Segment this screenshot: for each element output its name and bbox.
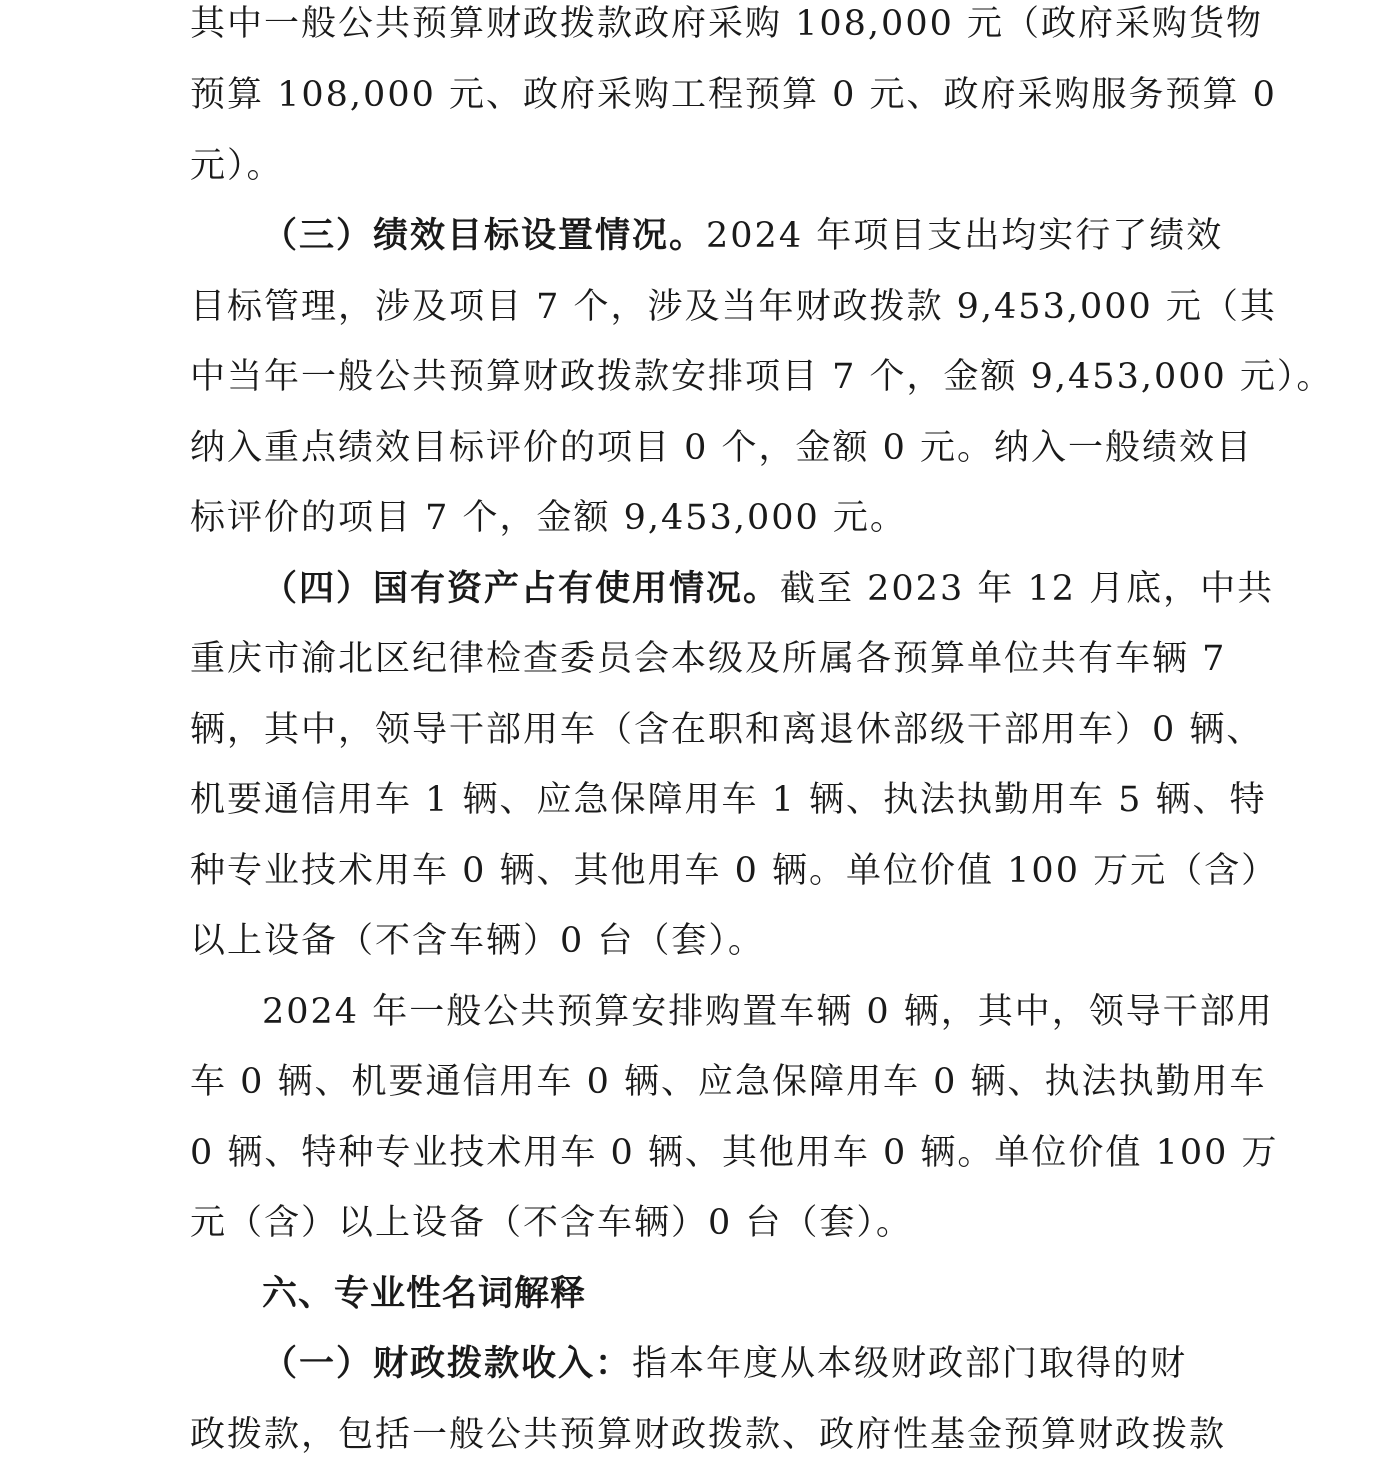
text-line: 其中一般公共预算财政拨款政府采购 108,000 元（政府采购货物 [190,4,1263,44]
section-three-paragraph-start [262,214,1223,258]
text-line: 标评价的项目 7 个，金额 9,453,000 元。 [190,498,907,538]
section-three-title: （三）绩效目标设置情况。 [262,215,707,256]
text-line: 辆，其中，领导干部用车（含在职和离退休部级干部用车）0 辆、 [190,710,1264,750]
text-line: 种专业技术用车 0 辆、其他用车 0 辆。单位价值 100 万元（含） [190,851,1279,891]
text-line: 机要通信用车 1 辆、应急保障用车 1 辆、执法执勤用车 5 辆、特 [190,780,1267,820]
text-line: 2024 年一般公共预算安排购置车辆 0 辆，其中，领导干部用 [262,992,1274,1032]
section-four-title: （四）国有资产占有使用情况。 [262,568,781,609]
text-line: 重庆市渝北区纪律检查委员会本级及所属各预算单位共有车辆 7 [190,639,1227,679]
text-line: 目标管理，涉及项目 7 个，涉及当年财政拨款 9,453,000 元（其 [190,287,1277,327]
text-line: 元）。 [190,146,284,186]
text-line: 政拨款，包括一般公共预算财政拨款、政府性基金预算财政拨款 [190,1415,1227,1455]
term-one-paragraph-start [262,1342,1187,1386]
text-line: 以上设备（不含车辆）0 台（套）。 [190,921,765,961]
section-four-text: 截至 2023 年 12 月底，中共 [780,569,1275,609]
chapter-six-heading: 六、专业性名词解释 [262,1274,587,1314]
section-four-paragraph-start [262,567,1274,611]
text-line: 0 辆、特种专业技术用车 0 辆、其他用车 0 辆。单位价值 100 万 [190,1133,1279,1173]
text-line: 预算 108,000 元、政府采购工程预算 0 元、政府采购服务预算 0 [190,75,1277,115]
term-one-title: （一）财政拨款收入： [262,1343,633,1384]
text-line: 元（含）以上设备（不含车辆）0 台（套）。 [190,1203,913,1243]
text-line: 中当年一般公共预算财政拨款安排项目 7 个，金额 9,453,000 元）。 [190,357,1334,397]
section-three-text: 2024 年项目支出均实行了绩效 [706,216,1224,256]
term-one-text: 指本年度从本级财政部门取得的财 [632,1344,1188,1384]
text-line: 车 0 辆、机要通信用车 0 辆、应急保障用车 0 辆、执法执勤用车 [190,1062,1267,1102]
text-line: 纳入重点绩效目标评价的项目 0 个，金额 0 元。纳入一般绩效目 [190,428,1254,468]
